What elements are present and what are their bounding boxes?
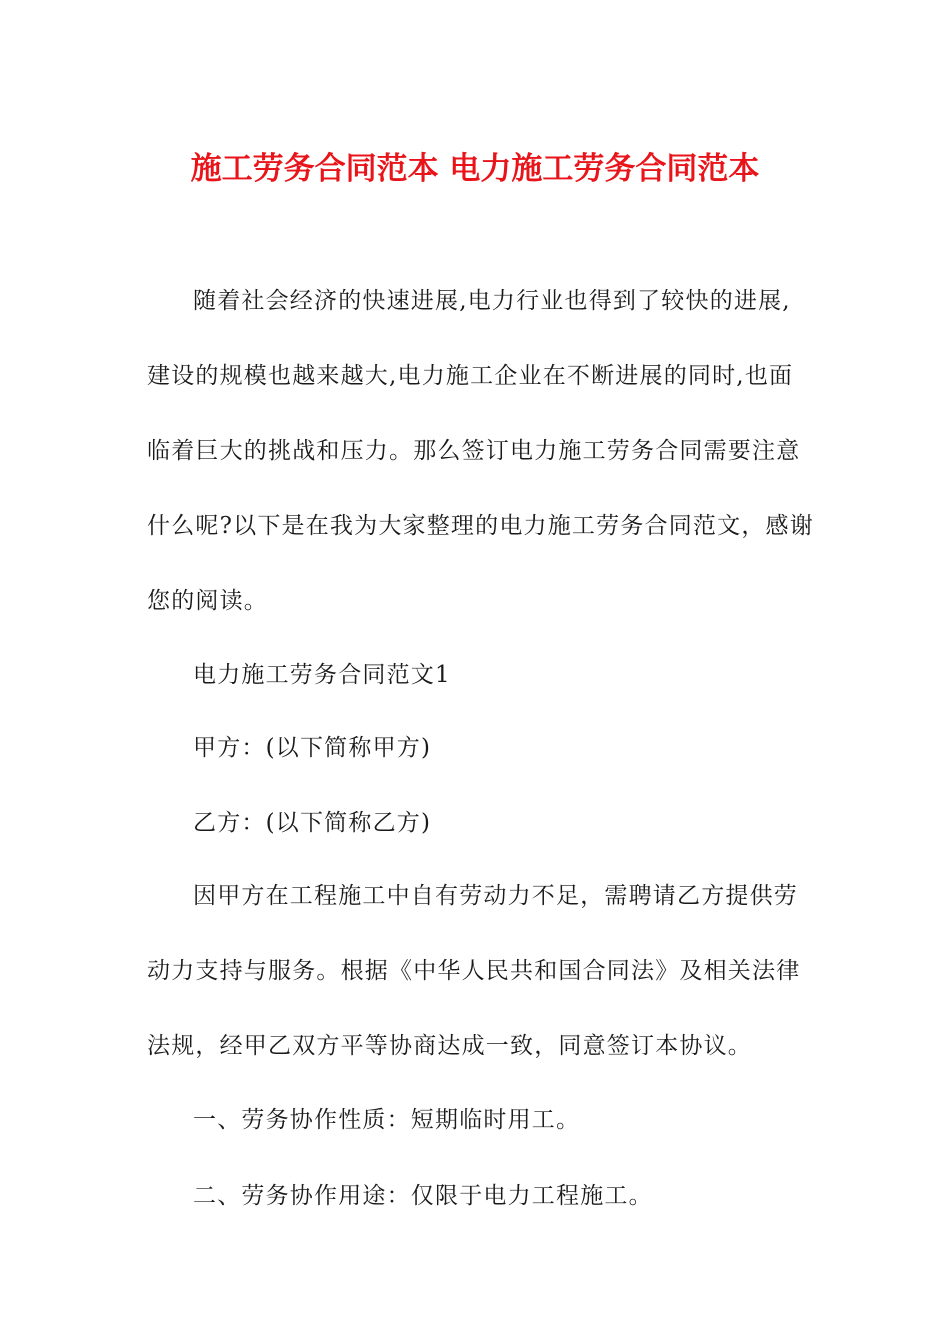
section-heading: 电力施工劳务合同范文1 [193, 662, 451, 688]
intro-line-1: 随着社会经济的快速进展,电力行业也得到了较快的进展, [193, 288, 791, 314]
purpose-line-2: 动力支持与服务。根据《中华人民共和国合同法》及相关法律 [147, 958, 801, 984]
document-title: 施工劳务合同范本 电力施工劳务合同范本 [190, 151, 760, 187]
intro-line-2: 建设的规模也越来越大,电力施工企业在不断进展的同时,也面 [147, 363, 794, 389]
intro-line-4: 什么呢?以下是在我为大家整理的电力施工劳务合同范文，感谢 [147, 513, 814, 539]
clause-1: 一、劳务协作性质：短期临时用工。 [193, 1107, 581, 1133]
purpose-line-1: 因甲方在工程施工中自有劳动力不足，需聘请乙方提供劳 [193, 883, 798, 909]
purpose-line-3: 法规，经甲乙双方平等协商达成一致，同意签订本协议。 [147, 1033, 752, 1059]
party-b-line: 乙方：(以下简称乙方) [193, 810, 432, 836]
party-a-line: 甲方：(以下简称甲方) [193, 735, 432, 761]
clause-2: 二、劳务协作用途：仅限于电力工程施工。 [193, 1183, 653, 1209]
intro-line-5: 您的阅读。 [147, 588, 268, 614]
intro-line-3: 临着巨大的挑战和压力。那么签订电力施工劳务合同需要注意 [147, 438, 801, 464]
